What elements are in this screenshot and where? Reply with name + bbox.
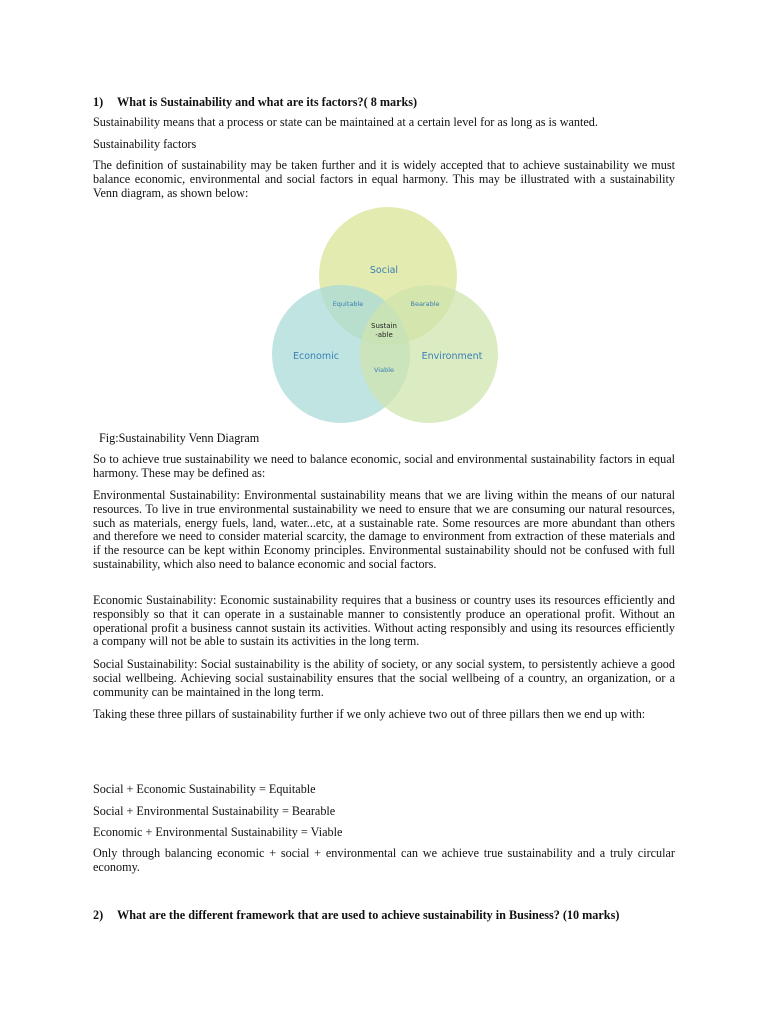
factors-subheading: Sustainability factors: [93, 137, 197, 151]
pillars-paragraph: Taking these three pillars of sustainability further if we only achieve two out of three pillars then we end up with:: [93, 707, 646, 721]
equitable-label: Equitable: [332, 300, 364, 308]
definition-paragraph: Sustainability means that a process or state can be maintained at a certain level for as long as is wanted.: [93, 115, 598, 129]
question-1-title: What is Sustainability and what are its factors?( 8 marks): [117, 95, 418, 109]
equation-equitable: Social + Economic Sustainability = Equitable: [93, 782, 316, 796]
economic-sustainability-paragraph: Economic Sustainability: Economic sustainability requires that a business or country uses its resources efficiently and responsibly so that it can operate in a sustainable manner to consistently produce an operational profit. Without an operational profit a business cannot sustain its activities. Without acting responsibly and using its resources efficiently a company will not be able to sustain its activities in the long term.: [93, 593, 675, 649]
environmental-sustainability-paragraph: Environmental Sustainability: Environmental sustainability means that we are living within the means of our natural resources. To live in true environmental sustainability we need to ensure that we are consuming our natural resources, such as materials, energy fuels, land, water...etc, at a sustainable rate. Some resources are more abundant than others and therefore we need to consider material scarcity, the damage to environment from extraction of these materials and if the resource can be kept within Economy principles. Environmental sustainability should not be confused with full sustainability, which also need to balance economic and social factors.: [93, 488, 675, 571]
question-1-number: 1): [93, 95, 104, 109]
question-2-number: 2): [93, 908, 104, 922]
equation-viable: Economic + Environmental Sustainability = Viable: [93, 825, 343, 839]
environment-label: Environment: [421, 351, 483, 362]
viable-label: Viable: [373, 366, 395, 374]
bearable-label: Bearable: [410, 300, 440, 308]
balance-paragraph: So to achieve true sustainability we need to balance economic, social and environmental sustainability factors in equal harmony. These may be defined as:: [93, 452, 675, 480]
figure-caption: Fig:Sustainability Venn Diagram: [99, 431, 260, 445]
economic-label: Economic: [293, 351, 339, 362]
center-label-line2: -able: [375, 331, 393, 339]
question-1-heading: [93, 95, 417, 110]
sustainability-venn-diagram: [268, 204, 500, 424]
question-2-heading: [93, 908, 619, 923]
intro-paragraph: The definition of sustainability may be taken further and it is widely accepted that to achieve sustainability we must balance economic, environmental and social factors in equal harmony. This may be illustrated with a sustainability Venn diagram, as shown below:: [93, 158, 675, 200]
equation-bearable: Social + Environmental Sustainability = Bearable: [93, 804, 336, 818]
social-sustainability-paragraph: Social Sustainability: Social sustainability is the ability of society, or any social system, to persistently achieve a good social wellbeing. Achieving social sustainability ensures that the social wellbeing of a country, an organization, or a community can be maintained in the long term.: [93, 657, 675, 699]
question-2-title: What are the different framework that are used to achieve sustainability in Business? (10 marks): [117, 908, 620, 922]
center-label-line1: Sustain: [371, 322, 397, 330]
conclusion-paragraph: Only through balancing economic + social + environmental can we achieve true sustainability and a truly circular economy.: [93, 846, 675, 874]
social-label: Social: [369, 265, 399, 276]
